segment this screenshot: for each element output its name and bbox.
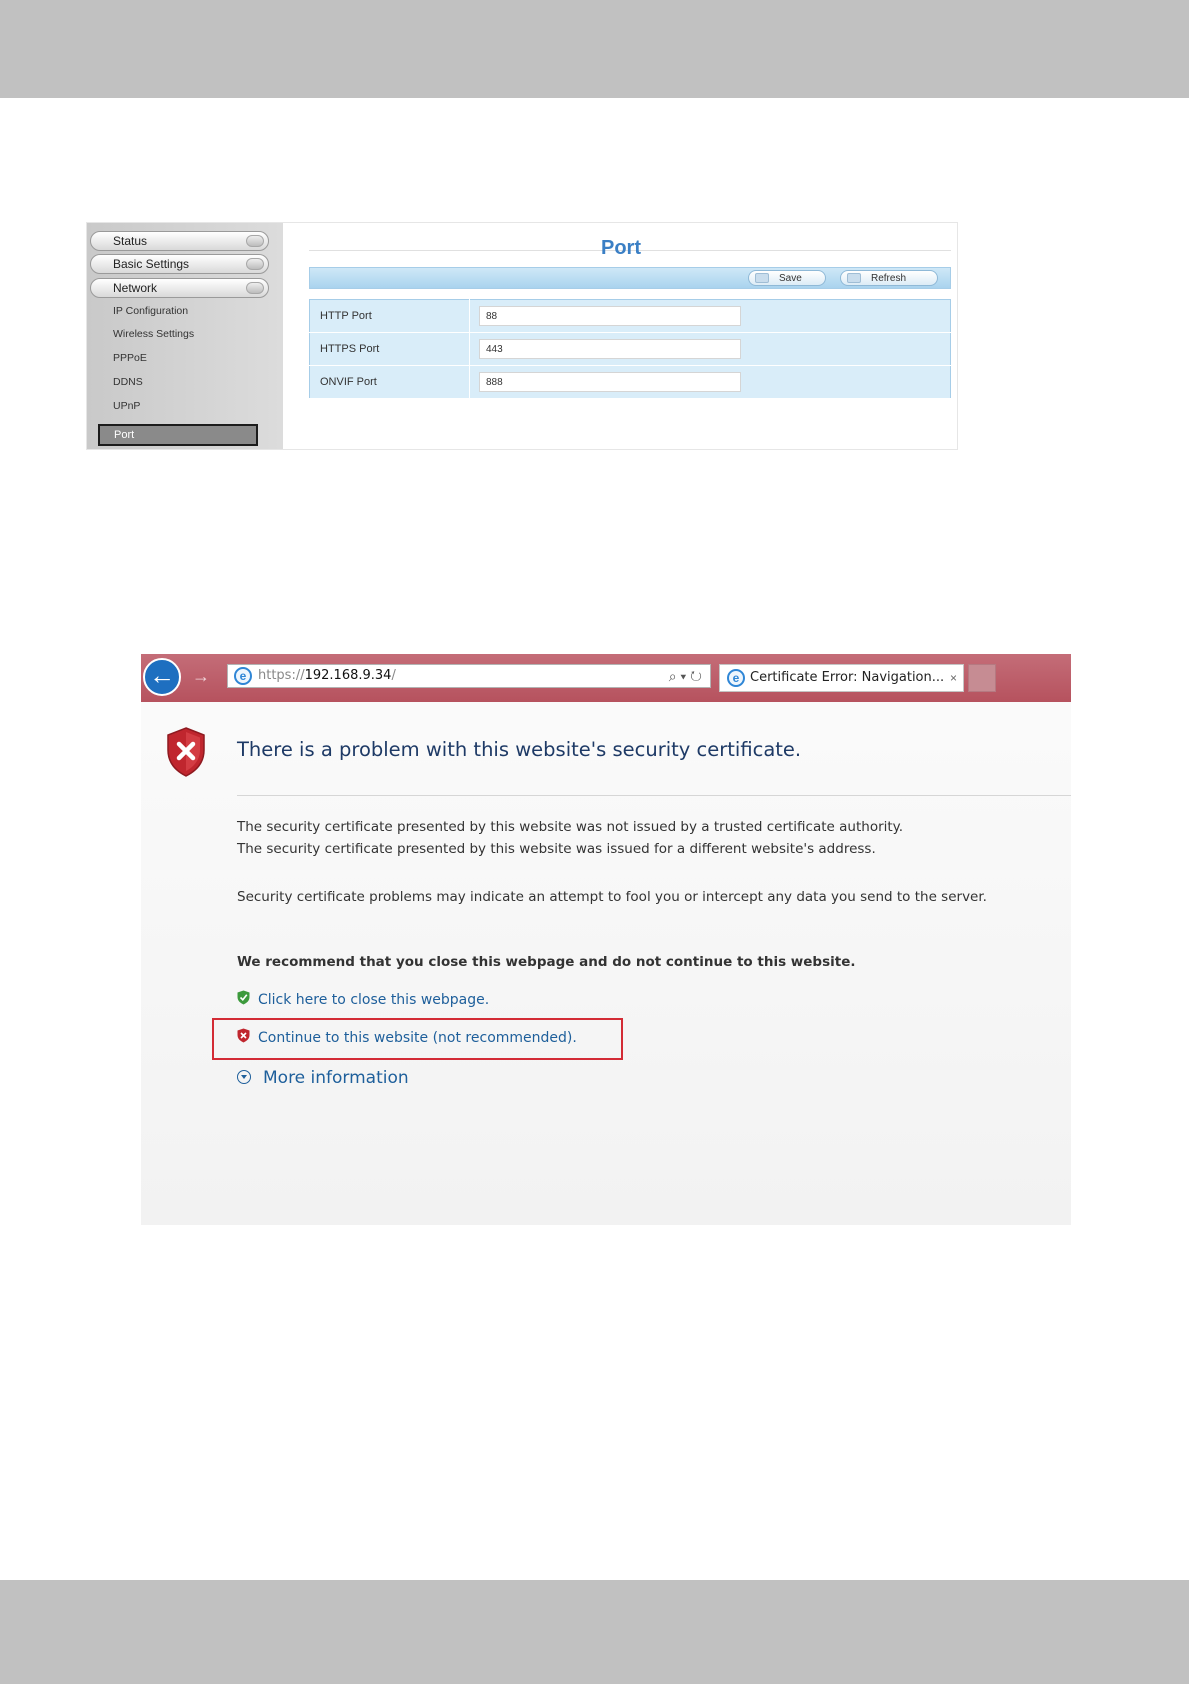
recommendation-text: We recommend that you close this webpage and do not continue to this website. [237,954,856,970]
chevron-down-icon [246,282,264,294]
error-detail-line: The security certificate presented by this website was not issued by a trusted certificate authority. [237,819,904,835]
port-settings-screenshot [86,222,958,450]
arrow-right-icon: → [192,666,210,686]
settings-toolbar [309,267,951,289]
https-port-field[interactable] [479,339,741,359]
table-row [310,300,951,333]
save-label: Save [779,273,802,284]
sidebar-item-ip-configuration[interactable]: IP Configuration [113,305,189,317]
sidebar-item-label: Status [113,234,148,248]
tab-title: Certificate Error: Navigation... [750,670,945,685]
refresh-icon [847,273,861,283]
close-link-label: Click here to close this webpage. [258,992,490,1008]
http-port-label: HTTP Port [310,300,470,333]
chevron-down-icon [237,1070,251,1084]
page-title: There is a problem with this website's security certificate. [237,738,802,761]
sidebar-item-label: Basic Settings [113,257,190,271]
url-scheme: https:// [258,668,305,683]
ie-logo-icon: e [234,667,252,685]
bottom-gray-band [0,1580,1189,1684]
arrow-left-icon: ← [149,660,175,690]
warning-paragraph: Security certificate problems may indicate an attempt to fool you or intercept any data you send to the server. [237,889,987,905]
save-button[interactable] [748,270,826,286]
chevron-down-icon [246,235,264,247]
port-table [309,299,951,399]
sidebar-item-ddns[interactable]: DDNS [113,376,143,388]
refresh-button[interactable] [840,270,938,286]
save-icon [755,273,769,283]
sidebar-item-wireless-settings[interactable]: Wireless Settings [113,328,195,340]
sidebar-item-port[interactable]: Port [98,424,258,446]
continue-link-label: Continue to this website (not recommended). [258,1030,577,1046]
sidebar-item-network[interactable] [90,278,269,298]
settings-sidebar [87,223,283,450]
onvif-port-label: ONVIF Port [310,366,470,399]
ie-logo-icon: e [727,669,745,687]
error-shield-icon [165,726,207,778]
sidebar-item-pppoe[interactable]: PPPoE [113,352,147,364]
more-information-toggle[interactable] [237,1068,409,1088]
back-button[interactable] [143,658,181,696]
more-info-label: More information [263,1068,409,1088]
address-bar[interactable] [227,664,711,688]
tab-certificate-error[interactable] [719,664,964,692]
sidebar-item-status[interactable] [90,231,269,251]
table-row [310,333,951,366]
browser-toolbar [141,654,1071,702]
http-port-field[interactable] [479,306,741,326]
url-host: 192.168.9.34 [304,668,392,683]
page-title: Port [601,237,641,259]
https-port-label: HTTPS Port [310,333,470,366]
top-gray-band [0,0,1189,98]
new-tab-button[interactable] [968,664,996,692]
url-text [258,665,396,687]
close-icon[interactable]: × [949,671,957,685]
highlight-box [212,1018,623,1060]
onvif-port-field[interactable] [479,372,741,392]
sidebar-item-basic-settings[interactable] [90,254,269,274]
port-settings-panel [283,223,958,450]
url-suffix: / [391,668,396,683]
green-check-shield-icon [237,990,250,1005]
error-detail-line: The security certificate presented by this website was issued for a different website's address. [237,841,876,857]
sidebar-item-upnp[interactable]: UPnP [113,400,141,412]
sidebar-item-label: Network [113,281,158,295]
search-refresh-icons[interactable]: ⌕ ▾ ↻ [668,668,702,684]
forward-button[interactable] [191,666,211,686]
certificate-error-screenshot [141,654,1071,1225]
refresh-label: Refresh [871,273,907,284]
table-row [310,366,951,399]
chevron-down-icon [246,258,264,270]
heading-divider [237,795,1071,796]
close-webpage-link[interactable] [237,990,489,1008]
